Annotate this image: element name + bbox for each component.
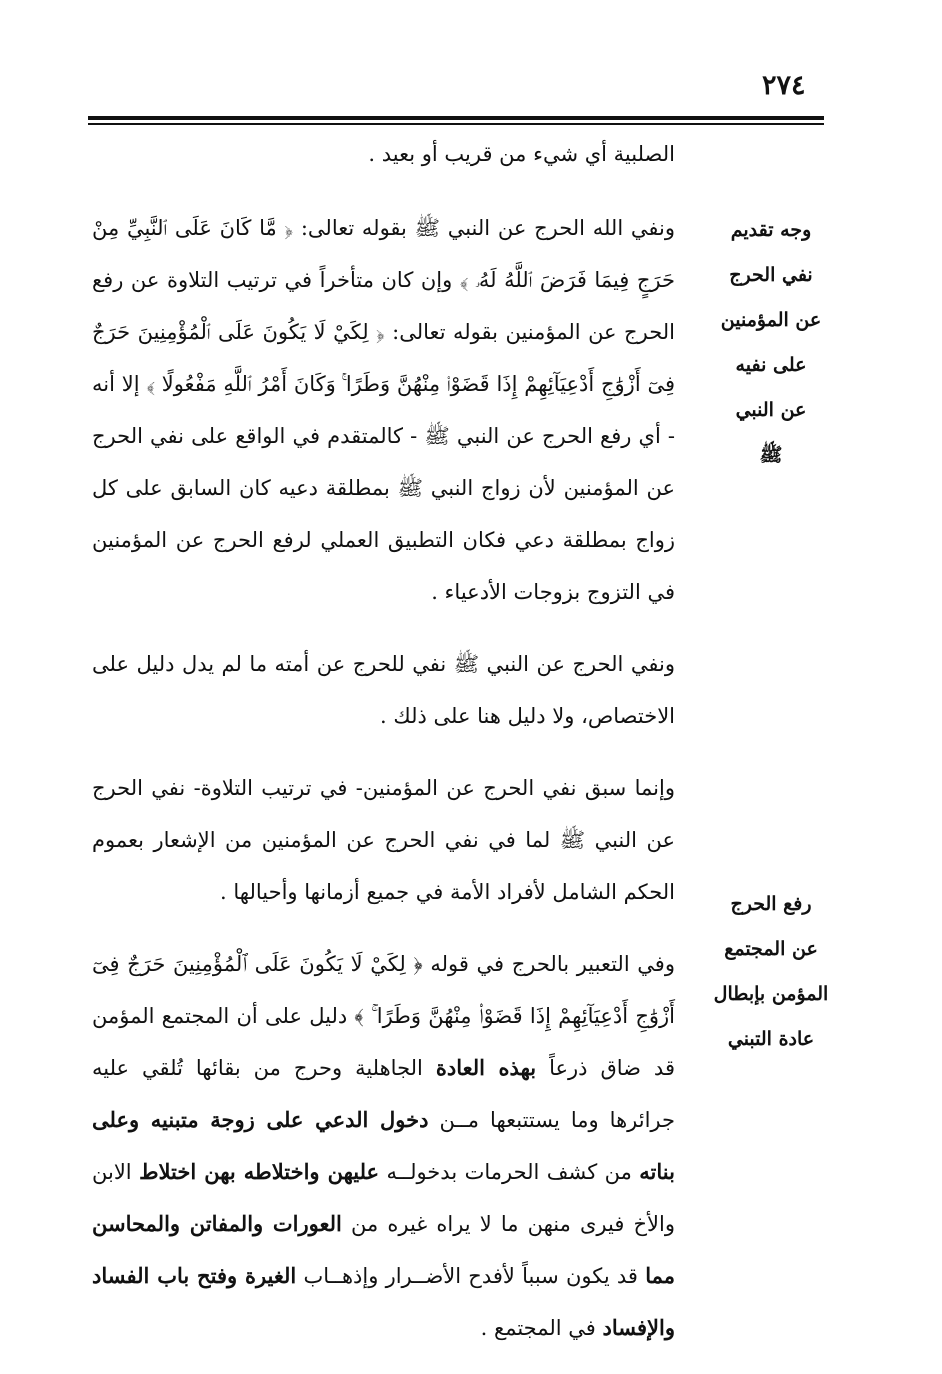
margin-note-line: رفع الحرج <box>730 893 812 915</box>
paragraph-5-bold: العورات والمفاتن والمحاسن مما <box>92 1211 675 1288</box>
margin-note-line: نفي الحرج <box>729 264 813 286</box>
paragraph-5-text: في المجتمع . <box>480 1316 596 1340</box>
margin-note-line: عن النبي <box>735 399 807 421</box>
paragraph-5-text: قد يكون سبباً لأفدح الأضــرار وإذهــاب <box>303 1264 638 1288</box>
margin-note-line: المؤمن بإبطال <box>713 983 829 1005</box>
paragraph-5-text: الجاهلية وحرج من بقائها تُلقي عليه جرائرها وما يستتبعها مــن <box>92 1056 675 1132</box>
margin-note-line: عن المجتمع <box>724 938 818 960</box>
page-number: ٢٧٤ <box>762 70 806 101</box>
header-rule-thin <box>88 123 824 125</box>
paragraph-5-text: الابن والأخ فيرى منهن ما لا يراه غيره من <box>92 1160 675 1236</box>
margin-note-abolishing-adoption <box>708 882 834 1062</box>
margin-note-priority-of-negation <box>708 208 834 478</box>
header-rule-thick <box>88 116 824 120</box>
margin-note-line: على نفيه <box>735 354 807 376</box>
paragraph-5 <box>92 938 675 1354</box>
margin-note-line: وجه تقديم <box>730 219 812 241</box>
paragraph-5-bold: دخول الدعي على زوجة متبنيه وعلى بناته <box>92 1107 675 1184</box>
paragraph-4: وإنما سبق نفي الحرج عن المؤمنين- في ترتيب التلاوة- نفي الحرج عن النبي ﷺ لما في نفي الحرج عن المؤمنين من الإشعار بعموم الحكم الشامل لأفراد الأمة في جميع أزمانها وأحيالها . <box>92 776 675 904</box>
paragraph-3: ونفي الحرج عن النبي ﷺ نفي للحرج عن أمته ما لم يدل دليل على الاختصاص، ولا دليل هنا على ذلك . <box>92 652 675 728</box>
margin-note-line: عن المؤمنين <box>720 309 822 331</box>
paragraph-5-text: من كشف الحرمات بدخولــه <box>386 1160 632 1184</box>
paragraph-5-bold: بهذه العادة <box>435 1055 537 1080</box>
margin-note-line: ﷺ <box>759 444 783 466</box>
margin-note-line: عادة التبني <box>727 1028 815 1050</box>
main-text <box>92 128 675 1366</box>
paragraph-5-bold: عليهن واختلاطه بهن اختلاط <box>139 1159 380 1184</box>
paragraph-1: الصلبية أي شيء من قريب أو بعيد . <box>368 142 675 166</box>
paragraph-2: ونفي الله الحرج عن النبي ﷺ بقوله تعالى: ﴿ مَّا كَانَ عَلَى ٱلنَّبِيِّ مِنْ حَرَجٍ فِيمَا فَرَضَ ٱللَّهُ لَهُۥ ﴾ وإن كان متأخراً في ترتيب التلاوة عن رفع الحرج عن المؤمنين بقوله تعالى: ﴿ لِكَيْ لَا يَكُونَ عَلَى ٱلْمُؤْمِنِينَ حَرَجٌ فِىٓ أَزْوَٰجِ أَدْعِيَآئِهِمْ إِذَا قَضَوْا۟ مِنْهُنَّ وَطَرًا ۚ وَكَانَ أَمْرُ ٱللَّهِ مَفْعُولًا ﴾ إلا أنه - أي رفع الحرج عن النبي ﷺ - كالمتقدم في الواقع على نفي الحرج عن المؤمنين لأن زواج النبي ﷺ بمطلقة دعيه كان السابق على كل زواج بمطلقة دعي فكان التطبيق العملي لرفع الحرج عن المؤمنين في التزوج بزوجات الأدعياء . <box>92 216 676 604</box>
paragraph-5-bold: الغيرة وفتح باب الفساد والإفساد <box>92 1263 675 1340</box>
paragraph-5-text: وفي التعبير بالحرج في قوله ﴿ لِكَيْ لَا يَكُونَ عَلَى ٱلْمُؤْمِنِينَ حَرَجٌ فِىٓ أَزْوَٰجِ أَدْعِيَآئِهِمْ إِذَا قَضَوْا۟ مِنْهُنَّ وَطَرًا ۚ ﴾ دليل على أن المجتمع المؤمن قد ضاق ذرعاً <box>92 952 675 1080</box>
